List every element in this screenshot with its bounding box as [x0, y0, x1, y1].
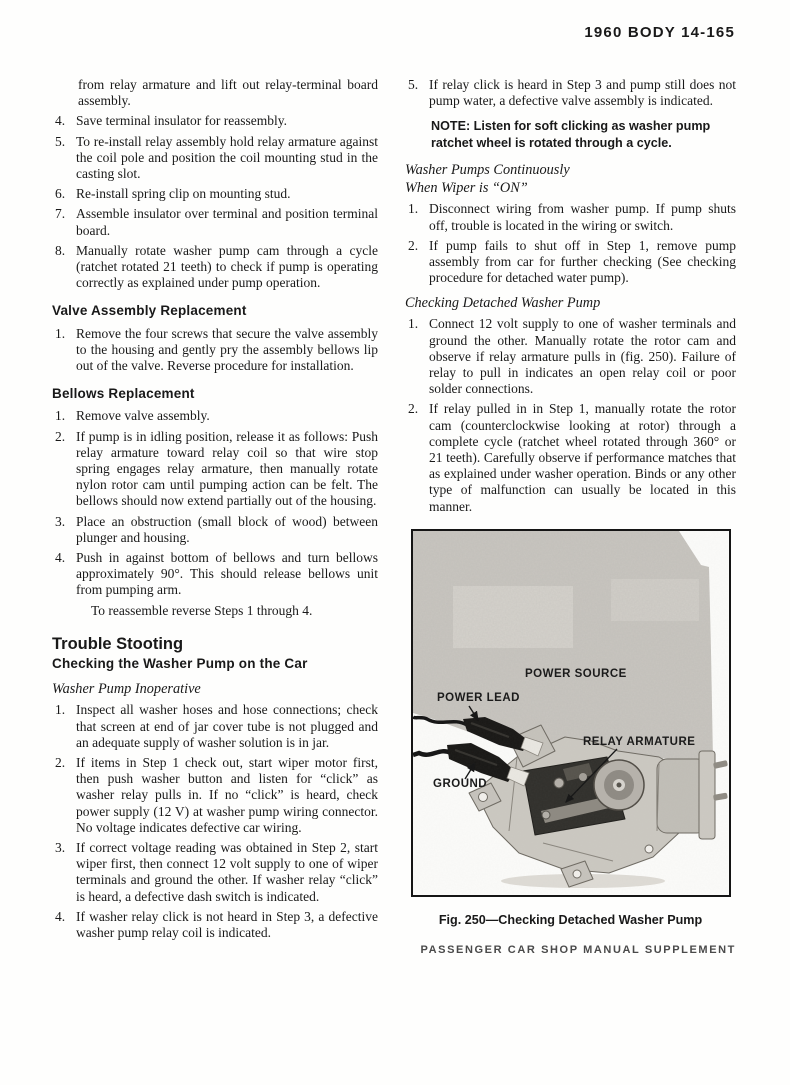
list-item-text: If relay click is heard in Step 3 and pump still does not pump water, a defective valve assembly is indicated.	[429, 77, 736, 109]
list-item-text: Save terminal insulator for reassembly.	[76, 113, 287, 129]
list-item-text: Push in against bottom of bellows and turn bellows approximately 90°. This should release bellows unit from pumping arm.	[76, 550, 378, 598]
list-item-text: If pump fails to shut off in Step 1, remove pump assembly from car for further checking (See checking procedure for detached water pump).	[429, 237, 736, 286]
list-item-text: Re-install spring clip on mounting stud.	[76, 186, 291, 202]
list-item-number: 2.	[408, 237, 419, 253]
note-paragraph: NOTE: Listen for soft clicking as washer pump ratchet wheel is rotated through a cycle.	[431, 119, 711, 150]
page-header: 1960 BODY 14-165	[584, 24, 735, 41]
section-heading-trouble-shooting: Trouble Stooting	[52, 634, 184, 653]
list-item-number: 5.	[55, 133, 66, 149]
list-item	[52, 840, 378, 905]
list-item-number: 2.	[55, 428, 66, 444]
list-item-number: 4.	[55, 908, 66, 924]
list-item	[52, 186, 378, 202]
list-item-text: Inspect all washer hoses and hose connections; check that screen at end of jar cover tube is not plugged and an adequate supply of washer solution is in jar.	[76, 702, 378, 750]
list-item	[52, 514, 378, 546]
washer-pump-illustration	[413, 531, 728, 894]
list-item-text: Assemble insulator over terminal and position terminal board.	[76, 206, 378, 238]
label-power-lead: POWER LEAD	[437, 691, 520, 704]
list-item	[52, 243, 378, 292]
label-relay-armature: RELAY ARMATURE	[583, 735, 696, 748]
list-item-text: If correct voltage reading was obtained in Step 2, start wiper first, then connect 12 volt supply to one of wiper terminals and ground the other. If washer relay “click” is heard, a defective dash switch is indicated.	[76, 839, 378, 904]
figure-caption: Fig. 250—Checking Detached Washer Pump	[438, 912, 703, 927]
list-item	[405, 77, 736, 109]
list-item-text: Remove valve assembly.	[76, 408, 210, 424]
list-item-number: 1.	[408, 316, 419, 332]
list-item-text: If items in Step 1 check out, start wiper motor first, then push washer button and listen for “click” as washer relay pulls in. If no “click” is heard, check power supply (12 V) at washer pump wiring connector. No voltage indicates defective car wiring.	[76, 754, 378, 835]
list-item	[405, 201, 736, 233]
photo-grain-overlay	[413, 531, 728, 894]
list-item-number: 2.	[408, 401, 419, 417]
list-item-text: If washer relay click is not heard in Step 3, a defective washer pump relay coil is indicated.	[76, 908, 378, 940]
right-column	[405, 77, 736, 958]
two-column-layout	[52, 77, 736, 958]
figure-250-photo	[411, 529, 731, 897]
list-item	[405, 316, 736, 397]
section-heading-valve-assembly: Valve Assembly Replacement	[52, 303, 247, 319]
subhead-checking-detached-pump: Checking Detached Washer Pump	[405, 295, 601, 312]
reassemble-note: To reassemble reverse Steps 1 through 4.	[91, 602, 313, 618]
list-item-number: 2.	[55, 754, 66, 770]
list-item-number: 6.	[55, 186, 66, 202]
list-item-number: 1.	[55, 408, 66, 424]
continued-paragraph: from relay armature and lift out relay-terminal board assembly.	[78, 77, 378, 109]
list-item	[52, 550, 378, 599]
section-heading-bellows: Bellows Replacement	[52, 386, 195, 402]
label-power-source: POWER SOURCE	[525, 667, 627, 680]
subsection-heading-checking-on-car: Checking the Washer Pump on the Car	[52, 656, 308, 672]
list-item-number: 1.	[55, 325, 66, 341]
list-item	[52, 206, 378, 238]
list-item-text: Place an obstruction (small block of wood) between plunger and housing.	[76, 513, 378, 545]
list-item-number: 1.	[408, 201, 419, 217]
list-item	[52, 408, 378, 424]
list-item	[52, 702, 378, 751]
list-item-text: If pump is in idling position, release it as follows: Push relay armature toward relay coil so that wire stop spring engages relay armature, then manually rotate nylon rotor cam until pumping action can be felt. The bellows should now extend partially out of the housing.	[76, 428, 378, 509]
list-item	[52, 113, 378, 129]
list-item	[52, 134, 378, 183]
list-item-number: 5.	[408, 77, 419, 92]
list-item-number: 8.	[55, 242, 66, 258]
list-item-number: 4.	[55, 550, 66, 566]
subhead-line-2: When Wiper is “ON”	[405, 180, 528, 197]
page-footer: PASSENGER CAR SHOP MANUAL SUPPLEMENT	[420, 944, 736, 957]
list-item-text: Remove the four screws that secure the valve assembly to the housing and gently pry the assembly bellows lip out of the valve. Reverse procedure for installation.	[76, 325, 378, 374]
list-item	[405, 238, 736, 287]
list-item-number: 1.	[55, 702, 66, 718]
subhead-line-1: Washer Pumps Continuously	[405, 162, 570, 179]
list-item-text: Manually rotate washer pump cam through a cycle (ratchet rotated 21 teeth) to check if pump is operating correctly as explained under pump operation.	[76, 242, 378, 291]
list-item-text: Connect 12 volt supply to one of washer terminals and ground the other. Manually rotate the rotor cam and observe if relay armature pulls in (fig. 250). Failure of relay to pull in indicates an open relay coil or poor solder connections.	[429, 316, 736, 397]
label-ground: GROUND	[433, 777, 488, 790]
list-item	[52, 429, 378, 510]
list-item-text: To re-install relay assembly hold relay armature against the coil pole and position the coil mounting stud in the casting slot.	[76, 133, 378, 182]
subhead-washer-pump-inoperative: Washer Pump Inoperative	[52, 681, 201, 698]
left-column	[52, 77, 378, 958]
list-item-number: 3.	[55, 839, 66, 855]
list-item	[52, 909, 378, 941]
list-item-number: 4.	[55, 113, 66, 129]
list-item-text: If relay pulled in in Step 1, manually rotate the rotor cam (counterclockwise looking at rotor) through a complete cycle (ratchet wheel rotated through 360° or 21 teeth). Carefully observe if performance matches that as explained under washer operation. Binds or any other type of malfunction can usually be located in this manner.	[429, 401, 736, 514]
subhead-pumps-continuously	[405, 161, 736, 197]
list-item	[52, 326, 378, 375]
list-item-number: 3.	[55, 513, 66, 529]
list-item-text: Disconnect wiring from washer pump. If pump shuts off, trouble is located in the wiring or switch.	[429, 201, 736, 233]
list-item	[405, 401, 736, 514]
list-item	[52, 755, 378, 836]
list-item-number: 7.	[55, 206, 66, 222]
